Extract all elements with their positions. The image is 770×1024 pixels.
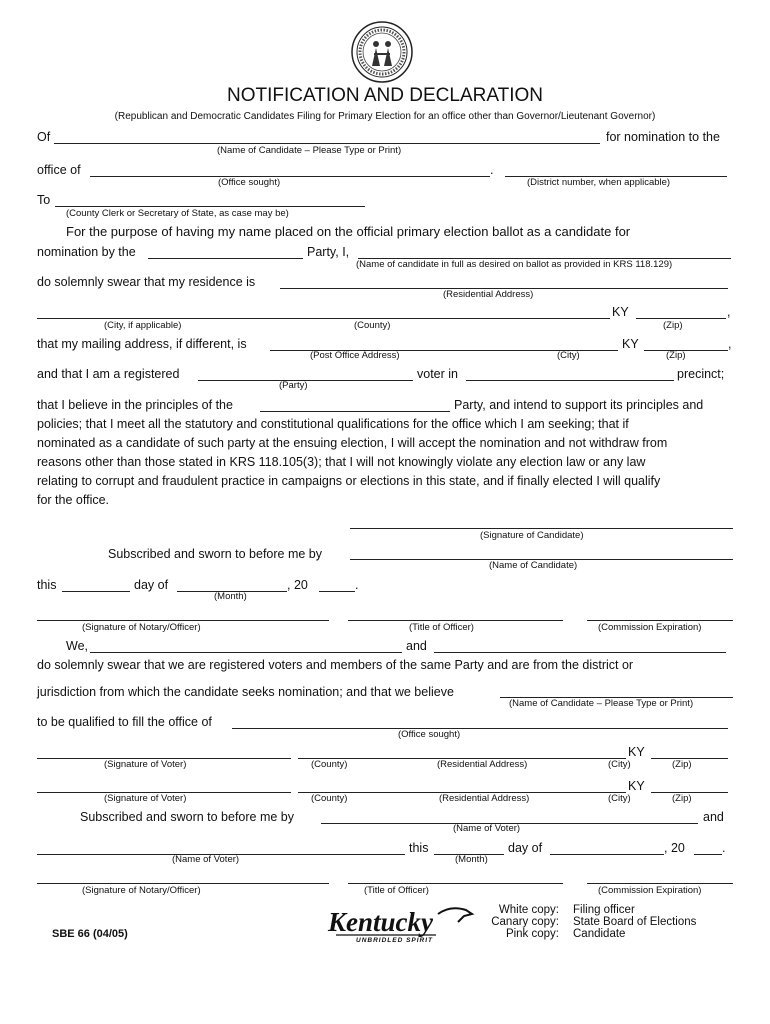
officer-title-field[interactable] xyxy=(348,620,563,621)
we-label: We, xyxy=(66,639,88,653)
name-of-candidate-hint: (Name of Candidate) xyxy=(489,560,578,571)
form-id: SBE 66 (04/05) xyxy=(52,928,128,940)
year-prefix-label: , 20 xyxy=(287,578,308,592)
voter-signature-hint: (Signature of Voter) xyxy=(104,759,187,770)
copy-label: Pink copy: xyxy=(505,928,559,940)
residential-hint: (Residential Address) xyxy=(443,289,534,300)
commission-expiration-hint: (Commission Expiration) xyxy=(598,622,702,633)
officer-title-field[interactable] xyxy=(348,883,563,884)
month-hint: (Month) xyxy=(455,854,488,865)
residence-label: do solemnly swear that my residence is xyxy=(37,275,256,289)
city-hint: (City) xyxy=(608,793,631,804)
this-label: this xyxy=(409,841,429,855)
residential-hint: (Residential Address) xyxy=(439,793,530,804)
zip-field[interactable] xyxy=(636,318,726,319)
day-of-label: day of xyxy=(508,841,543,855)
mailing-zip-field[interactable] xyxy=(644,350,728,351)
precinct-label: precinct; xyxy=(677,367,725,381)
commission-expiration-field[interactable] xyxy=(587,620,733,621)
ky-label: KY xyxy=(628,779,645,793)
clerk-field[interactable] xyxy=(55,206,365,207)
commission-expiration-field[interactable] xyxy=(587,883,733,884)
month-hint: (Month) xyxy=(214,591,247,602)
office-label: office of xyxy=(37,163,81,177)
voter1-name-field[interactable] xyxy=(90,652,402,653)
nomination-label: for nomination to the xyxy=(606,130,720,144)
party-i-label: Party, I, xyxy=(307,245,350,259)
candidate-signature-hint: (Signature of Candidate) xyxy=(480,530,584,541)
office-sought-field[interactable] xyxy=(90,176,490,177)
page-title: NOTIFICATION AND DECLARATION xyxy=(227,85,543,106)
name-of-voter-hint: (Name of Voter) xyxy=(172,854,240,865)
year-field[interactable] xyxy=(319,591,355,592)
mailing-label: that my mailing address, if different, is xyxy=(37,337,247,351)
ky-label: KY xyxy=(612,305,629,319)
county-hint: (County) xyxy=(311,793,348,804)
purpose-text: For the purpose of having my name placed on the official primary election ballot as a candidate for xyxy=(66,224,631,239)
solemnly-text: do solemnly swear that we are registered voters and members of the same Party and are from the district or xyxy=(37,658,634,672)
svg-text:UNBRIDLED SPIRIT: UNBRIDLED SPIRIT xyxy=(356,937,434,944)
name-of-voter-hint: (Name of Voter) xyxy=(453,823,521,834)
city-hint: (City, if applicable) xyxy=(104,320,182,331)
believe-end-label: Party, and intend to support its principles and xyxy=(454,398,704,412)
oath-paragraph-line: for the office. xyxy=(37,493,110,507)
party-hint: (Party) xyxy=(279,380,308,391)
and-label: and xyxy=(406,639,427,653)
copy-destination: State Board of Elections xyxy=(573,916,697,928)
office-sought-hint: (Office sought) xyxy=(218,177,281,188)
subscribed-label: Subscribed and sworn to before me by xyxy=(108,547,323,561)
county-hint: (County) xyxy=(311,759,348,770)
precinct-field[interactable] xyxy=(466,380,674,381)
notary-signature-field[interactable] xyxy=(37,620,329,621)
oath-paragraph-line: relating to corrupt and fraudulent practice in campaigns or elections in this state, and if finally elected I will qualify xyxy=(37,474,661,488)
voter-in-label: voter in xyxy=(417,367,458,381)
copy-label: White copy: xyxy=(498,904,559,916)
candidate-name-hint: (Name of Candidate – Please Type or Print) xyxy=(217,145,402,156)
officer-title-hint: (Title of Officer) xyxy=(409,622,474,633)
copy-label: Canary copy: xyxy=(491,916,559,928)
mailing-city-hint: (City) xyxy=(557,350,580,361)
commission-expiration-hint: (Commission Expiration) xyxy=(598,885,702,896)
of-label: Of xyxy=(37,130,51,144)
copy-destination: Filing officer xyxy=(573,904,635,916)
and-end-label: and xyxy=(703,810,724,824)
year-prefix-label: , 20 xyxy=(664,841,685,855)
this-label: this xyxy=(37,578,57,592)
month-field[interactable] xyxy=(550,854,664,855)
residential-hint: (Residential Address) xyxy=(437,759,528,770)
ky-label: KY xyxy=(622,337,639,351)
oath-paragraph-line: nominated as a candidate of such party at the ensuing election, I will accept the nomination and not withdraw from xyxy=(37,436,668,450)
kentucky-logo xyxy=(326,904,476,944)
city-county-field[interactable] xyxy=(37,318,610,319)
notary-signature-hint: (Signature of Notary/Officer) xyxy=(82,885,201,896)
notary-signature-hint: (Signature of Notary/Officer) xyxy=(82,622,201,633)
believe-label: that I believe in the principles of the xyxy=(37,398,233,412)
voter-signature-hint: (Signature of Voter) xyxy=(104,793,187,804)
subscribed-label: Subscribed and sworn to before me by xyxy=(80,810,295,824)
zip-hint: (Zip) xyxy=(672,793,692,804)
year-field[interactable] xyxy=(694,854,722,855)
qualified-label: to be qualified to fill the office of xyxy=(37,715,212,729)
qualified-office-field[interactable] xyxy=(232,728,728,729)
page-subtitle: (Republican and Democratic Candidates Filing for Primary Election for an office other than Governor/Lieutenant Governor) xyxy=(114,111,656,122)
notary-signature-field[interactable] xyxy=(37,883,329,884)
day-field[interactable] xyxy=(62,591,130,592)
po-hint: (Post Office Address) xyxy=(310,350,400,361)
zip-hint: (Zip) xyxy=(672,759,692,770)
candidate-signature-field[interactable] xyxy=(350,528,733,529)
registered-label: and that I am a registered xyxy=(37,367,180,381)
voter2-name-field[interactable] xyxy=(434,652,726,653)
jurisdiction-text: jurisdiction from which the candidate seeks nomination; and that we believe xyxy=(37,685,454,699)
oath-paragraph-line: policies; that I meet all the statutory and constitutional qualifications for the office which I am seeking; that if xyxy=(37,417,629,431)
oath-paragraph-line: reasons other than those stated in KRS 118.105(3); that I will not knowingly violate any election law or any law xyxy=(37,455,646,469)
believe-party-field[interactable] xyxy=(260,411,450,412)
zip-hint: (Zip) xyxy=(663,320,683,331)
county-hint: (County) xyxy=(354,320,391,331)
mailing-zip-hint: (Zip) xyxy=(666,350,686,361)
to-label: To xyxy=(37,193,51,207)
name-print-hint: (Name of Candidate – Please Type or Print) xyxy=(509,698,694,709)
full-name-hint: (Name of candidate in full as desired on ballot as provided in KRS 118.129) xyxy=(356,259,673,270)
svg-text:Kentucky: Kentucky xyxy=(328,907,433,937)
kentucky-state-seal-icon xyxy=(350,20,414,84)
clerk-hint: (County Clerk or Secretary of State, as case may be) xyxy=(66,208,289,219)
day-of-label: day of xyxy=(134,578,169,592)
copy-destination: Candidate xyxy=(573,928,626,940)
district-number-hint: (District number, when applicable) xyxy=(527,177,671,188)
nomination-by-label: nomination by the xyxy=(37,245,136,259)
city-hint: (City) xyxy=(608,759,631,770)
candidate-name-field[interactable] xyxy=(54,143,600,144)
ky-label: KY xyxy=(628,745,645,759)
office-sought-hint: (Office sought) xyxy=(398,729,461,740)
party-field[interactable] xyxy=(148,258,303,259)
officer-title-hint: (Title of Officer) xyxy=(364,885,429,896)
